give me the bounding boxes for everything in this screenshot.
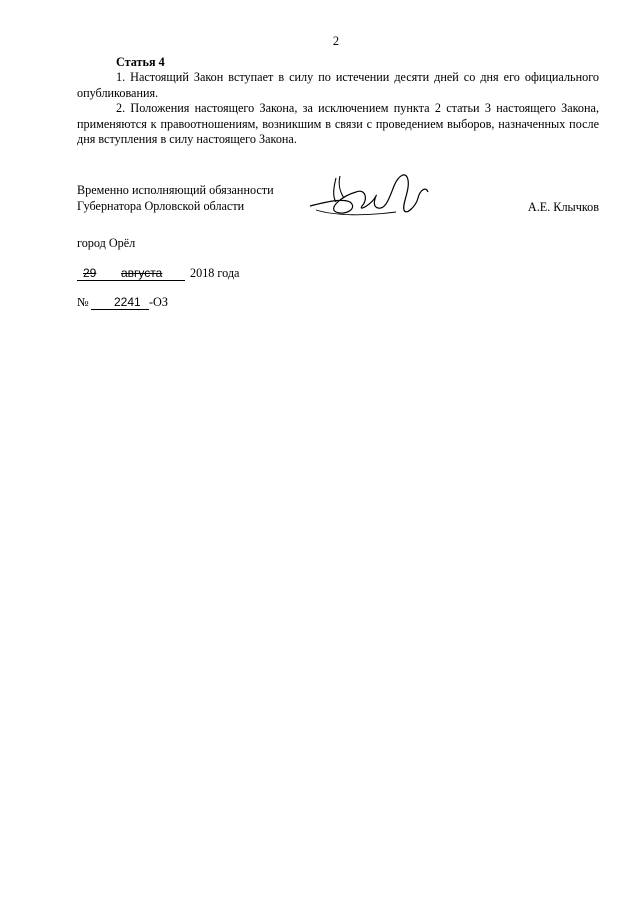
article-section [77, 55, 599, 147]
law-number: 2241 [114, 295, 141, 309]
handwritten-signature [306, 166, 432, 226]
date-month: августа [121, 266, 163, 280]
article-title: Статья 4 [116, 55, 165, 69]
law-number-line [77, 295, 277, 315]
city-line: город Орёл [77, 236, 136, 250]
page-number: 2 [332, 34, 340, 48]
signatory-name: А.Е. Клычков [527, 200, 599, 214]
date-line [77, 266, 277, 286]
article-paragraph-2: 2. Положения настоящего Закона, за исключением пункта 2 статьи 3 настоящего Закона, применяются к правоотношениям, возникшим в связи с проведением выборов, назначенных после дня вступления в силу настоящего Закона. [77, 101, 599, 147]
signatory-position-line-1: Временно исполняющий обязанности [77, 183, 274, 197]
date-day: 29 [83, 266, 97, 280]
number-sign: № [77, 295, 89, 309]
signatory-position-line-2: Губернатора Орловской области [77, 198, 245, 213]
date-year: 2018 года [190, 266, 240, 280]
law-number-suffix: -ОЗ [149, 295, 168, 309]
signatory-position [77, 183, 307, 214]
article-paragraph-1: 1. Настоящий Закон вступает в силу по истечении десяти дней со дня его официального опубликования. [77, 70, 599, 100]
